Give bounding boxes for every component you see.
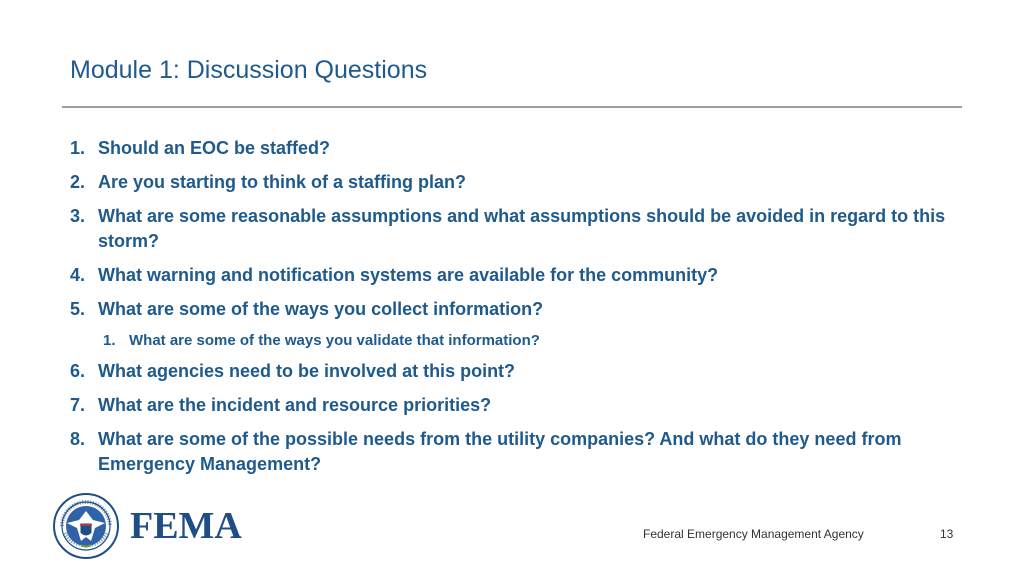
list-item: [70, 170, 950, 195]
list-item-number: 3.: [70, 206, 86, 226]
list-item: [70, 263, 950, 288]
list-item: [70, 427, 950, 477]
list-item-number: 4.: [70, 265, 86, 285]
fema-wordmark: FEMA: [130, 505, 242, 547]
list-item-number: 2.: [70, 172, 86, 192]
list-item-text: What are some of the ways you collect information?: [98, 299, 544, 319]
dhs-seal-icon: [53, 493, 119, 559]
fema-logo: [53, 493, 242, 559]
list-item: [70, 393, 950, 418]
slide-title: Module 1: Discussion Questions: [70, 56, 428, 84]
list-item-text: What are some of the possible needs from the utility companies? And what do they need from Emergency Management?: [98, 429, 902, 474]
agency-name: Federal Emergency Management Agency: [643, 527, 864, 541]
list-item-text: Should an EOC be staffed?: [98, 138, 331, 158]
list-item: [70, 297, 950, 322]
page-number: 13: [940, 527, 954, 541]
list-item-number: 5.: [70, 299, 86, 319]
list-item-number: 6.: [70, 361, 86, 381]
title-divider: [62, 106, 962, 108]
question-list: [70, 136, 950, 486]
list-item-number: 1.: [103, 332, 116, 349]
list-item: [70, 136, 950, 161]
list-item: [70, 204, 950, 254]
list-item-text: What are the incident and resource priorities?: [98, 395, 492, 415]
sub-list-item: [103, 331, 950, 351]
list-item-text: Are you starting to think of a staffing plan?: [98, 172, 467, 192]
list-item-text: What agencies need to be involved at this point?: [98, 361, 516, 381]
list-item-number: 7.: [70, 395, 86, 415]
list-item-text: What are some reasonable assumptions and what assumptions should be avoided in regard to this storm?: [98, 206, 946, 251]
list-item-text: What are some of the ways you validate that information?: [129, 332, 540, 349]
list-item-number: 8.: [70, 429, 86, 449]
list-item-text: What warning and notification systems are available for the community?: [98, 265, 719, 285]
list-item-number: 1.: [70, 138, 86, 158]
list-item: [70, 359, 950, 384]
